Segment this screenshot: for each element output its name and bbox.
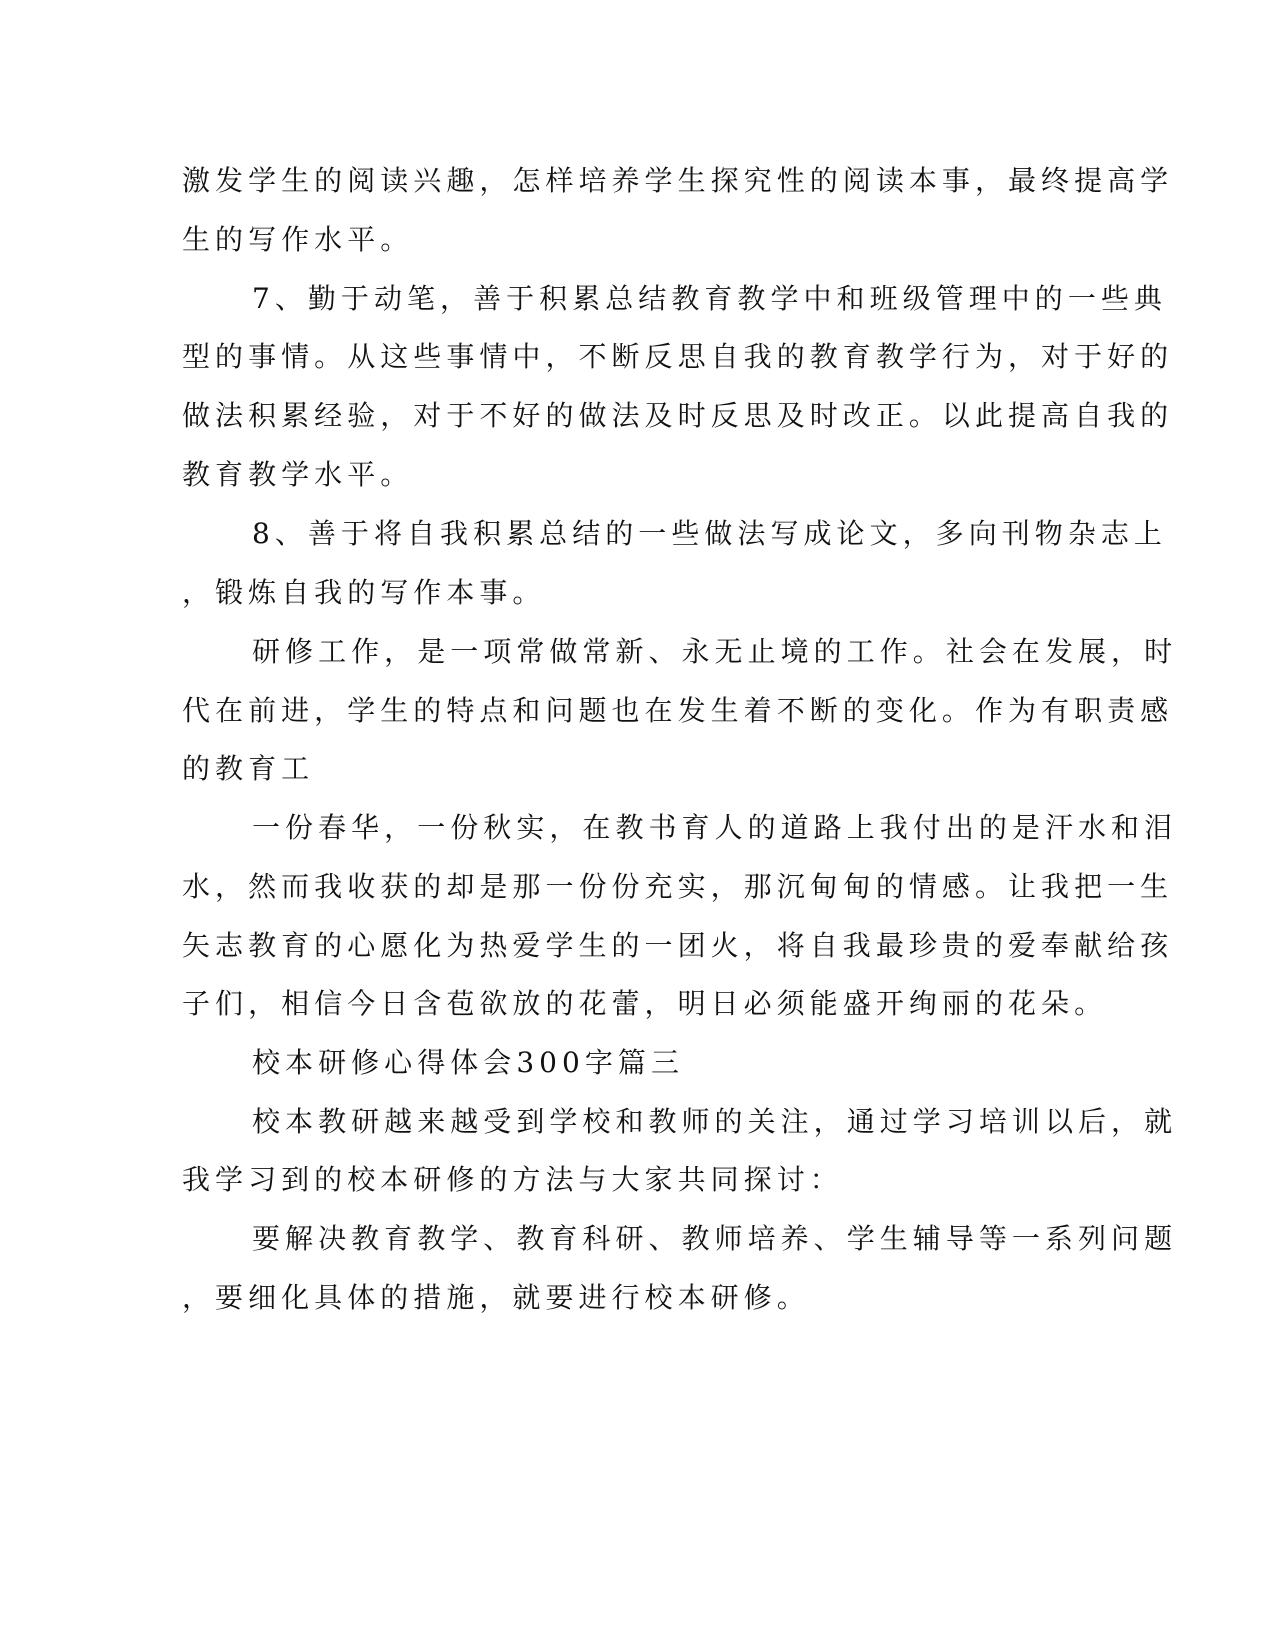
text-line-20: ，要细化具体的措施，就要进行校本研修。: [182, 1281, 810, 1314]
text-line-4: 型的事情。从这些事情中，不断反思自我的教育教学行为，对于好的: [182, 340, 1174, 373]
text-line-12: 一份春华，一份秋实，在教书育人的道路上我付出的是汗水和泪: [252, 811, 1178, 844]
section-heading: 校本研修心得体会300字篇三: [252, 1046, 685, 1079]
text-line-10: 代在前进，学生的特点和问题也在发生着不断的变化。作为有职责感: [182, 694, 1174, 727]
text-line-5: 做法积累经验，对于不好的做法及时反思及时改正。以此提高自我的: [182, 399, 1174, 432]
text-line-15: 子们，相信今日含苞欲放的花蕾，明日必须能盛开绚丽的花朵。: [182, 987, 1108, 1020]
text-line-3: 7、勤于动笔，善于积累总结教育教学中和班级管理中的一些典: [252, 282, 1167, 315]
text-line-9: 研修工作，是一项常做常新、永无止境的工作。社会在发展，时: [252, 635, 1178, 668]
text-line-19: 要解决教育教学、教育科研、教师培养、学生辅导等一系列问题: [252, 1222, 1178, 1255]
text-line-17: 校本教研越来越受到学校和教师的关注，通过学习培训以后，就: [252, 1105, 1178, 1138]
text-line-14: 矢志教育的心愿化为热爱学生的一团火，将自我最珍贵的爱奉献给孩: [182, 929, 1174, 962]
text-line-6: 教育教学水平。: [182, 458, 414, 491]
text-line-13: 水，然而我收获的却是那一份份充实，那沉甸甸的情感。让我把一生: [182, 870, 1174, 903]
text-line-1: 激发学生的阅读兴趣，怎样培养学生探究性的阅读本事，最终提高学: [182, 164, 1174, 197]
text-line-2: 生的写作水平。: [182, 223, 414, 256]
text-line-18: 我学习到的校本研修的方法与大家共同探讨：: [182, 1163, 843, 1196]
text-line-11: 的教育工: [182, 752, 315, 785]
text-line-7: 8、善于将自我积累总结的一些做法写成论文，多向刊物杂志上: [252, 517, 1167, 550]
text-line-8: ，锻炼自我的写作本事。: [182, 576, 546, 609]
